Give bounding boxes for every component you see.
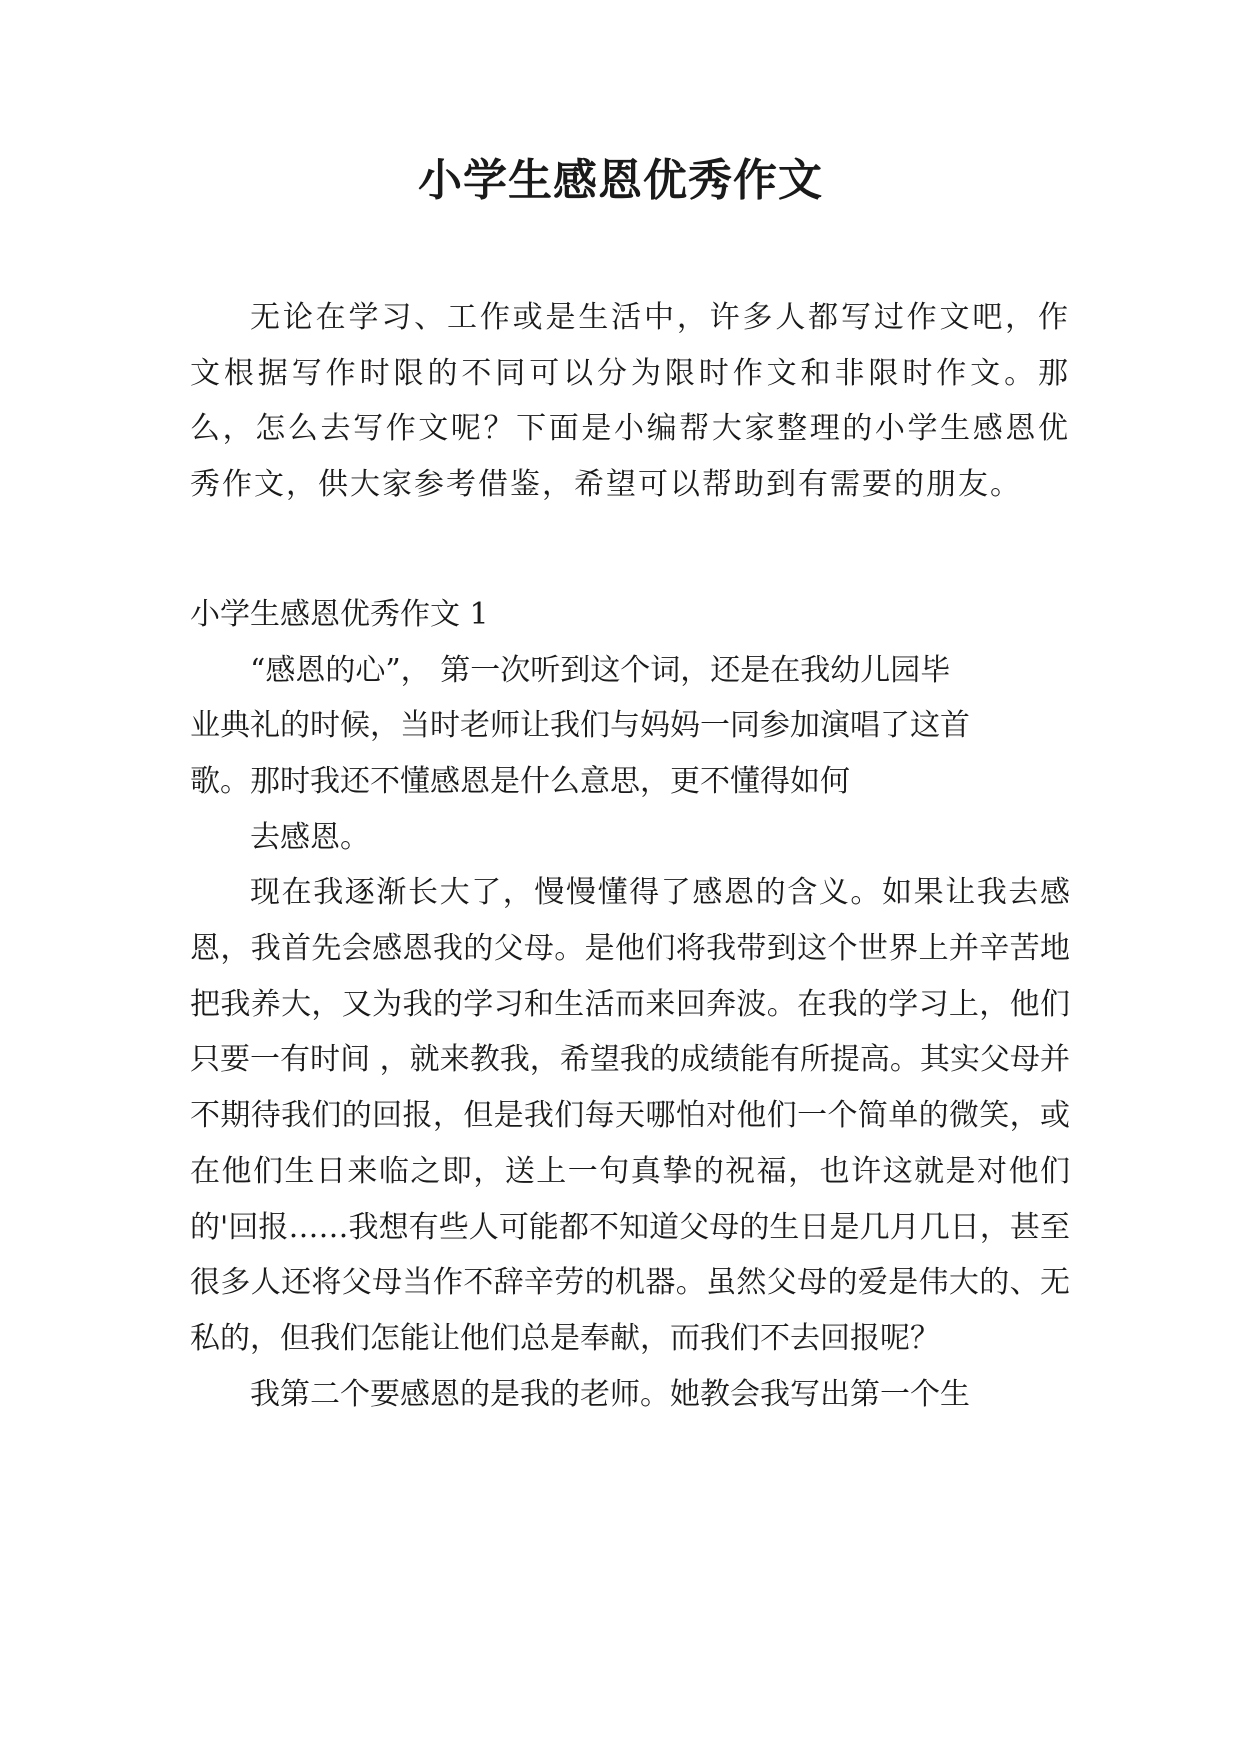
document-body bbox=[190, 290, 1070, 1422]
section-spacer bbox=[190, 513, 1070, 587]
essay-paragraph-1-line-2: 业典礼的时候，当时老师让我们与妈妈一同参加演唱了这首 bbox=[190, 708, 970, 744]
essay-paragraph-2: 去感恩。 bbox=[250, 819, 370, 855]
essay-paragraph-1-line-3: 歌。那时我还不懂感恩是什么意思，更不懂得如何 bbox=[190, 763, 850, 799]
essay-paragraph-1-line-1: “感恩的心”， 第一次听到这个词，还是在我幼儿园毕 bbox=[250, 652, 951, 688]
essay-paragraph-4: 我第二个要感恩的是我的老师。她教会我写出第一个生 bbox=[250, 1376, 970, 1412]
intro-paragraph: 无论在学习、工作或是生活中，许多人都写过作文吧，作文根据写作时限的不同可以分为限时作文和非限时作文。那么，怎么去写作文呢？下面是小编帮大家整理的小学生感恩优秀作文，供大家参考借鉴，希望可以帮助到有需要的朋友。 bbox=[190, 300, 1070, 503]
section-heading: 小学生感恩优秀作文 1 bbox=[190, 596, 489, 632]
essay-paragraph-3: 现在我逐渐长大了，慢慢懂得了感恩的含义。如果让我去感恩，我首先会感恩我的父母。是他们将我带到这个世界上并辛苦地把我养大，又为我的学习和生活而来回奔波。在我的学习上，他们只要一有时间 ，就来教我，希望我的成绩能有所提高。其实父母并不期待我们的回报，但是我们每天哪怕对他们一个简单的微笑，或在他们生日来临之即，送上一句真挚的祝福，也许这就是对他们的'回报……我想有些人可能都不知道父母的生日是几月几日，甚至很多人还将父母当作不辞辛劳的机器。虽然父母的爱是伟大的、无私的，但我们怎能让他们总是奉献，而我们不去回报呢？ bbox=[190, 875, 1070, 1356]
document-title: 小学生感恩优秀作文 bbox=[418, 155, 823, 206]
